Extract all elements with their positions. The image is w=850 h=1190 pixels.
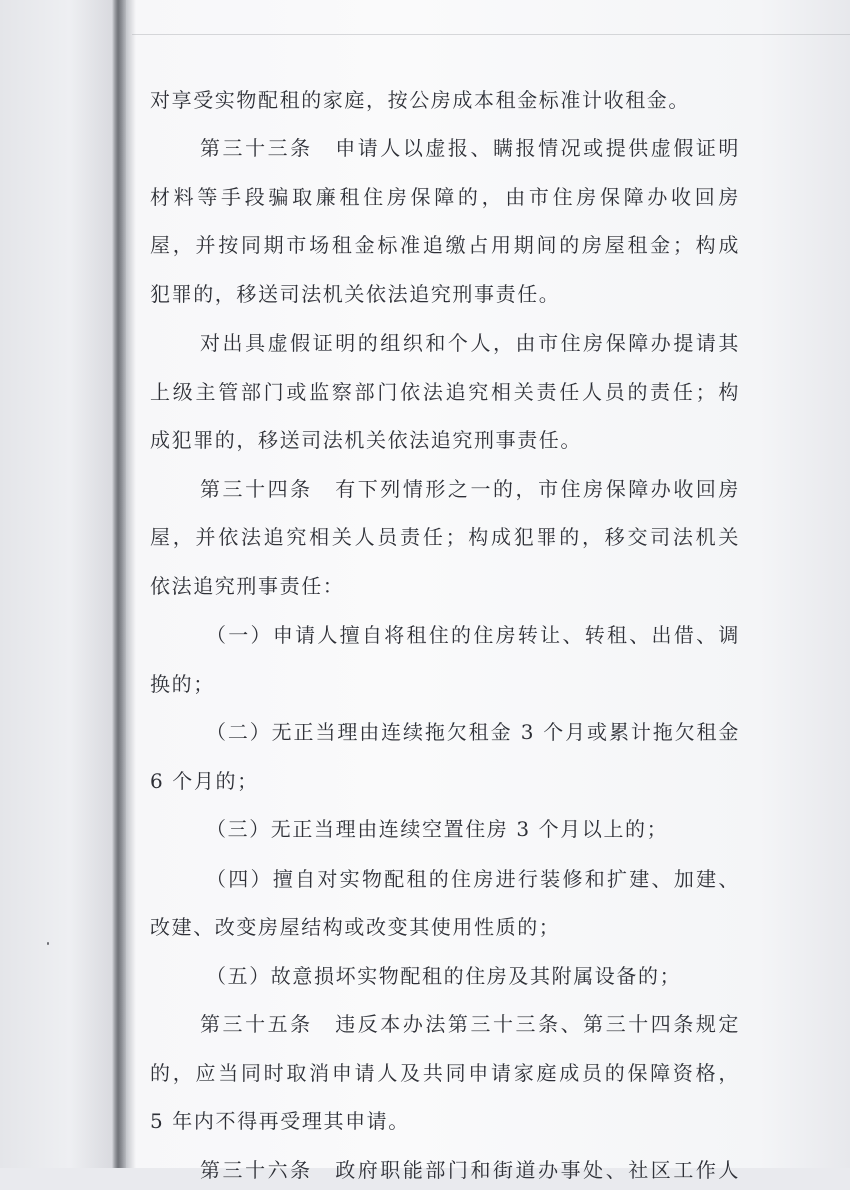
- list-item-1: （一）申请人擅自将租住的住房转让、转租、出借、调: [206, 623, 740, 647]
- text-line: 的，应当同时取消申请人及共同申请家庭成员的保障资格，: [150, 1061, 740, 1085]
- article-33-heading-line: 第三十三条 申请人以虚报、瞒报情况或提供虚假证明: [200, 136, 740, 160]
- text-line: 改建、改变房屋结构或改变其使用性质的；: [150, 915, 561, 939]
- text-line: 6 个月的；: [150, 769, 259, 793]
- text-line: 对享受实物配租的家庭，按公房成本租金标准计收租金。: [150, 88, 690, 112]
- list-item-5: （五）故意损坏实物配租的住房及其附属设备的；: [206, 964, 682, 988]
- text-line: 屋，并依法追究相关人员责任；构成犯罪的，移交司法机关: [150, 525, 740, 549]
- list-item-3: （三）无正当理由连续空置住房 3 个月以上的；: [206, 817, 669, 841]
- text-line: 换的；: [150, 672, 215, 696]
- text-line: 依法追究刑事责任：: [150, 574, 345, 598]
- text-line: 材料等手段骗取廉租住房保障的，由市住房保障办收回房: [150, 185, 740, 209]
- left-page-margin: [0, 0, 118, 1168]
- text-line: 5 年内不得再受理其申请。: [150, 1109, 410, 1133]
- binding-shadow: [112, 0, 126, 1168]
- text-line: 屋，并按同期市场租金标准追缴占用期间的房屋租金；构成: [150, 233, 740, 257]
- list-item-4: （四）擅自对实物配租的住房进行装修和扩建、加建、: [206, 867, 740, 891]
- text-line: 成犯罪的，移送司法机关依法追究刑事责任。: [150, 428, 582, 452]
- page-top-edge: [132, 34, 850, 35]
- article-34-heading-line: 第三十四条 有下列情形之一的，市住房保障办收回房: [200, 477, 740, 501]
- text-line: 对出具虚假证明的组织和个人，由市住房保障办提请其: [200, 331, 740, 355]
- text-line: 上级主管部门或监察部门依法追究相关责任人员的责任；构: [150, 380, 740, 404]
- article-36-heading-line: 第三十六条 政府职能部门和街道办事处、社区工作人: [200, 1158, 740, 1182]
- list-item-2: （二）无正当理由连续拖欠租金 3 个月或累计拖欠租金: [206, 720, 740, 744]
- text-line: 犯罪的，移送司法机关依法追究刑事责任。: [150, 282, 561, 306]
- scan-speck: [47, 942, 49, 945]
- article-35-heading-line: 第三十五条 违反本办法第三十三条、第三十四条规定: [200, 1012, 740, 1036]
